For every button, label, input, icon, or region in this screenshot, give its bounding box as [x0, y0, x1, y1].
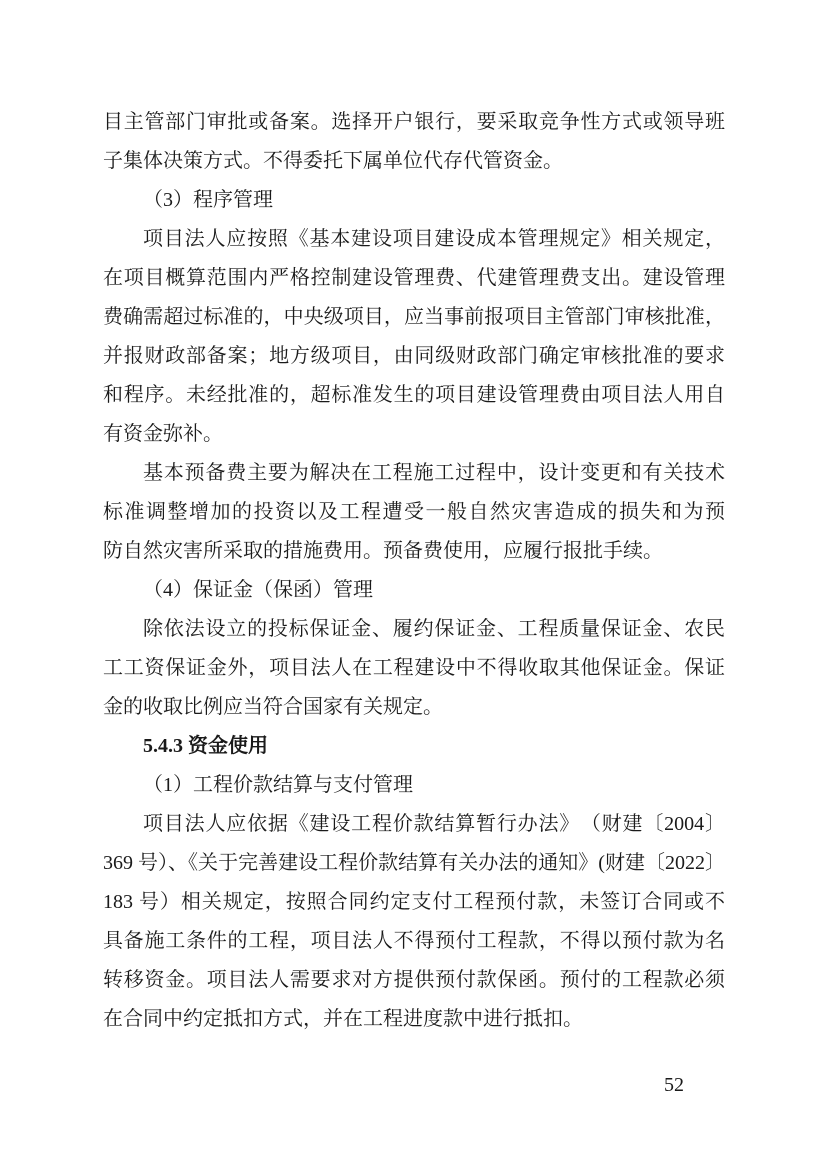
text-line: 并报财政部备案；地方级项目，由同级财政部门确定审核批准的要求	[103, 345, 725, 367]
text-line: （4）保证金（保函）管理	[143, 579, 373, 601]
text-line: 费确需超过标准的，中央级项目，应当事前报项目主管部门审核批准，	[103, 306, 725, 328]
text-line: 目主管部门审批或备案。选择开户银行，要采取竞争性方式或领导班	[103, 111, 725, 133]
text-line: 除依法设立的投标保证金、履约保证金、工程质量保证金、农民	[143, 618, 725, 640]
text-line: 183 号）相关规定，按照合同约定支付工程预付款，未签订合同或不	[103, 891, 725, 913]
section-heading: 5.4.3 资金使用	[143, 735, 268, 757]
text-line: 项目法人应按照《基本建设项目建设成本管理规定》相关规定，	[143, 228, 725, 250]
text-line: 转移资金。项目法人需要求对方提供预付款保函。预付的工程款必须	[103, 969, 725, 991]
text-line: 子集体决策方式。不得委托下属单位代存代管资金。	[103, 150, 563, 172]
text-line: 在合同中约定抵扣方式，并在工程进度款中进行抵扣。	[103, 1008, 583, 1030]
text-line: 防自然灾害所采取的措施费用。预备费使用，应履行报批手续。	[103, 540, 663, 562]
document-body	[103, 103, 725, 1039]
text-line: 金的收取比例应当符合国家有关规定。	[103, 696, 443, 718]
page-number: 52	[664, 1074, 684, 1096]
text-line: 标准调整增加的投资以及工程遭受一般自然灾害造成的损失和为预	[103, 501, 725, 523]
text-line: （3）程序管理	[143, 189, 273, 211]
text-line: 369 号）、《关于完善建设工程价款结算有关办法的通知》(财建〔2022〕	[103, 852, 725, 874]
text-line: 基本预备费主要为解决在工程施工过程中，设计变更和有关技术	[143, 462, 725, 484]
text-line: 在项目概算范围内严格控制建设管理费、代建管理费支出。建设管理	[103, 267, 725, 289]
text-line: 工工资保证金外，项目法人在工程建设中不得收取其他保证金。保证	[103, 657, 725, 679]
text-line: 和程序。未经批准的，超标准发生的项目建设管理费由项目法人用自	[103, 384, 725, 406]
text-line: 具备施工条件的工程，项目法人不得预付工程款，不得以预付款为名	[103, 930, 725, 952]
text-line: （1）工程价款结算与支付管理	[143, 774, 413, 796]
text-line: 有资金弥补。	[103, 423, 223, 445]
text-line: 项目法人应依据《建设工程价款结算暂行办法》 （财建〔2004〕	[143, 813, 725, 835]
